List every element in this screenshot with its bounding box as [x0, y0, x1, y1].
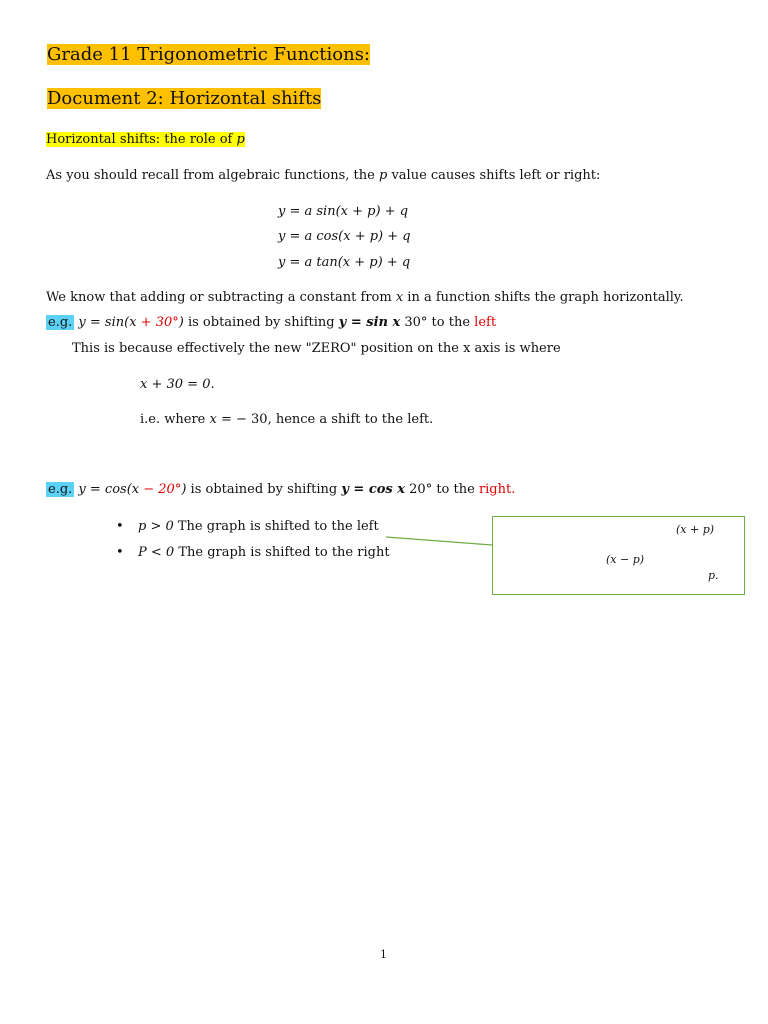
bullet-icon: •	[116, 545, 124, 560]
note-box	[492, 516, 745, 595]
example-1-line: e.g. y = sin(x + 30°) is obtained by shifting y = sin x 30° to the left	[48, 315, 497, 330]
formula-cos: y = a cos(x + p) + q	[278, 229, 411, 244]
note-line-2: (x − p)	[606, 553, 645, 566]
page-number: 1	[380, 948, 387, 961]
subheading: Horizontal shifts: the role of p	[46, 132, 245, 147]
bullet-item: • p > 0 The graph is shifted to the left	[116, 519, 379, 534]
bullet-icon: •	[116, 519, 124, 534]
document-heading-1: Grade 11 Trigonometric Functions:	[47, 44, 370, 65]
paragraph-text: We know that adding or subtracting a constant from x in a function shifts the graph horizontally.	[46, 290, 684, 305]
formula-tan: y = a tan(x + p) + q	[278, 255, 411, 270]
bullet-item: • P < 0 The graph is shifted to the right	[116, 545, 390, 560]
direction-right: right.	[478, 482, 516, 497]
eg-label: e.g.	[48, 482, 73, 497]
ie-text: i.e. where x = − 30, hence a shift to the left.	[140, 412, 434, 427]
formula-sin: y = a sin(x + p) + q	[278, 204, 409, 219]
intro-text: As you should recall from algebraic functions, the p value causes shifts left or right:	[46, 168, 601, 183]
example-2-line: e.g. y = cos(x − 20°) is obtained by shifting y = cos x 20° to the right.	[48, 482, 516, 497]
zero-equation: x + 30 = 0.	[140, 377, 215, 392]
note-line-1: (x + p)	[676, 523, 715, 536]
eg-label: e.g.	[48, 315, 73, 330]
direction-left: left	[474, 315, 497, 330]
document-heading-2: Document 2: Horizontal shifts	[47, 88, 322, 109]
note-line-3: p.	[708, 569, 719, 582]
example-1-explain: This is because effectively the new "ZERO" position on the x axis is where	[72, 341, 561, 356]
